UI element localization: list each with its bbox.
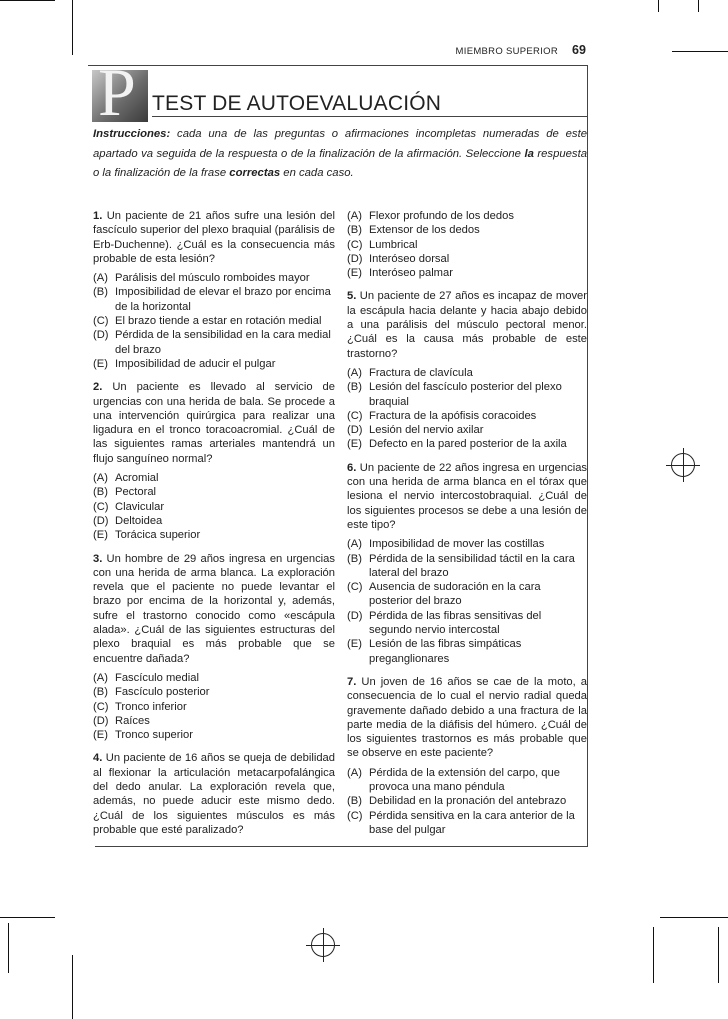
option xyxy=(347,580,587,609)
option-list xyxy=(93,471,335,542)
frame-right-rule xyxy=(587,65,588,846)
option-text: Pérdida de la extensión del carpo, que provoca una mano péndula xyxy=(369,766,560,793)
crop-mark xyxy=(8,923,9,973)
crop-mark xyxy=(698,0,699,12)
option-letter: (B) xyxy=(347,552,362,565)
option-text: Pérdida de la sensibilidad en la cara medial del brazo xyxy=(115,329,331,356)
option-text: Pérdida de las fibras sensitivas del segundo nervio intercostal xyxy=(369,609,542,637)
option-letter: (A) xyxy=(93,671,108,684)
question-number: 6. xyxy=(347,461,357,474)
instructions-emphasis: correctas xyxy=(229,167,281,179)
question-stem xyxy=(347,289,587,360)
question-number: 1. xyxy=(93,210,103,222)
question xyxy=(347,675,587,837)
option-text: Lesión del fascículo posterior del plexo braquial xyxy=(369,381,562,408)
option xyxy=(93,728,335,742)
question-text: Un paciente de 22 años ingresa en urgencias con una herida de arma blanca en el tórax que lesiona el nervio intercostobraquial. ¿Cuál de los siguientes procesos se debe a una lesión de este tipo? xyxy=(347,461,588,531)
option-list xyxy=(93,271,335,371)
crop-mark xyxy=(658,0,659,12)
option-letter: (C) xyxy=(347,809,363,822)
top-rule xyxy=(88,65,588,66)
option-text: Imposibilidad de elevar el brazo por encima de la horizontal xyxy=(115,286,331,313)
question-text: Un paciente de 21 años sufre una lesión del fascículo superior del plexo braquial (parálisis de Erb-Duchenne). ¿Cuál es la consecuencia más probable de esta lesión? xyxy=(93,210,335,265)
option-text: Pectoral xyxy=(115,486,157,499)
question xyxy=(93,380,335,542)
option xyxy=(93,700,335,714)
option-text: Flexor profundo de los dedos xyxy=(369,210,514,222)
question-number: 2. xyxy=(93,381,103,394)
column-right xyxy=(347,209,587,846)
crop-mark xyxy=(0,0,55,1)
option-letter: (C) xyxy=(347,238,363,251)
option-text: Lumbrical xyxy=(369,238,418,251)
option-text: Imposibilidad de mover las costillas xyxy=(369,538,545,551)
question-text: Un paciente es llevado al servicio de urgencias con una herida de bala. Se procede a una intervención quirúrgica para realizar una ligadura en el tronco toracoacromial. ¿Cuál de las siguientes ramas arteriales mantendrá un flujo sanguíneo normal? xyxy=(93,381,336,465)
title-rule xyxy=(152,116,587,117)
option xyxy=(93,685,335,699)
option xyxy=(347,209,587,223)
question-number: 3. xyxy=(93,552,103,565)
option-letter: (C) xyxy=(93,500,109,513)
option-text: Torácica superior xyxy=(115,529,201,542)
section-logo xyxy=(92,70,148,122)
option xyxy=(347,223,587,237)
option xyxy=(93,314,335,328)
option-letter: (B) xyxy=(93,286,108,299)
crop-mark xyxy=(653,927,654,983)
option xyxy=(347,637,587,666)
option-text: Fascículo medial xyxy=(115,671,199,684)
crop-mark xyxy=(718,927,719,983)
option xyxy=(347,537,587,551)
question xyxy=(93,751,335,837)
option-text: Debilidad en la pronación del antebrazo xyxy=(369,795,567,808)
logo-letter: P xyxy=(98,70,136,122)
option-letter: (D) xyxy=(347,424,363,437)
option-letter: (A) xyxy=(347,210,362,222)
option-letter: (C) xyxy=(347,581,363,594)
question-text: Un paciente de 16 años se queja de debilidad al flexionar la articulación metacarpofalángica del dedo anular. La exploración revela que, además, no puede aducir este mismo dedo. ¿Cuál de los siguientes músculos es más probable que esté paralizado? xyxy=(93,752,335,836)
option-letter: (E) xyxy=(347,267,362,280)
instructions-text: en cada caso. xyxy=(280,167,354,179)
option-text: Tronco superior xyxy=(115,729,193,742)
crop-mark xyxy=(0,917,55,918)
option xyxy=(347,238,587,252)
option-letter: (D) xyxy=(93,329,109,342)
option-letter: (D) xyxy=(347,609,363,622)
instructions-label: Instrucciones: xyxy=(93,128,171,140)
option-text: Deltoidea xyxy=(115,514,163,527)
question xyxy=(93,552,335,743)
option xyxy=(347,266,587,280)
question-stem xyxy=(93,751,335,837)
question-stem xyxy=(93,209,335,266)
question-stem xyxy=(93,380,335,466)
option xyxy=(93,285,335,314)
running-header-section: MIEMBRO SUPERIOR xyxy=(455,46,558,57)
option-letter: (C) xyxy=(93,315,109,328)
option-text: Extensor de los dedos xyxy=(369,224,480,237)
option-text: Pérdida sensitiva en la cara anterior de la base del pulgar xyxy=(369,809,575,836)
option-list xyxy=(347,537,587,666)
option-text: Ausencia de sudoración en la cara posterior del brazo xyxy=(369,581,541,608)
option-text: Clavicular xyxy=(115,500,165,513)
crop-mark xyxy=(672,51,728,52)
question-stem xyxy=(93,552,335,666)
instructions-text: cada una de las preguntas o afirmaciones incompletas numeradas de este apartado va seguida de la respuesta o de la finalización de la afirmación. Seleccione xyxy=(93,128,587,160)
question-number: 7. xyxy=(347,675,357,688)
page-title: TEST DE AUTOEVALUACIÓN xyxy=(152,92,442,115)
option-list xyxy=(347,766,587,837)
question xyxy=(347,289,587,451)
question-number: 4. xyxy=(93,752,103,765)
option-letter: (E) xyxy=(93,357,108,370)
crop-mark xyxy=(660,917,728,918)
option-letter: (A) xyxy=(347,766,362,779)
option-text: El brazo tiende a estar en rotación medial xyxy=(115,315,322,328)
option xyxy=(347,252,587,266)
option-letter: (D) xyxy=(347,252,363,265)
registration-mark-icon xyxy=(306,928,340,962)
option-text: Lesión de las fibras simpáticas preganglionares xyxy=(369,638,522,665)
option xyxy=(347,794,587,808)
option-list xyxy=(347,366,587,452)
option xyxy=(347,423,587,437)
option xyxy=(347,366,587,380)
option-text: Defecto en la pared posterior de la axila xyxy=(369,438,567,451)
option xyxy=(93,528,335,542)
option-letter: (A) xyxy=(347,366,362,379)
option-letter: (E) xyxy=(93,529,108,542)
option xyxy=(93,714,335,728)
option-text: Imposibilidad de aducir el pulgar xyxy=(115,357,276,370)
option-letter: (E) xyxy=(93,729,108,742)
option-text: Lesión del nervio axilar xyxy=(369,424,484,437)
question-number: 5. xyxy=(347,290,357,303)
option-text: Pérdida de la sensibilidad táctil en la cara lateral del brazo xyxy=(369,552,575,579)
option xyxy=(93,485,335,499)
option-letter: (E) xyxy=(347,438,362,451)
question-text: Un joven de 16 años se cae de la moto, a consecuencia de lo cual el nervio radial queda gravemente dañado debido a una fractura de la parte media de la diáfisis del húmero. ¿Cuál de los siguientes trastornos es más probable que se observe en este paciente? xyxy=(347,675,588,760)
option-text: Fascículo posterior xyxy=(115,686,210,699)
option-text: Fractura de clavícula xyxy=(369,366,473,379)
option-text: Interóseo palmar xyxy=(369,267,453,280)
registration-mark-icon xyxy=(666,448,700,482)
option xyxy=(347,552,587,581)
option-text: Interóseo dorsal xyxy=(369,252,450,265)
question-text: Un hombre de 29 años ingresa en urgencias con una herida de arma blanca. La exploración revela que el paciente no puede levantar el brazo por encima de la horizontal y, además, sufre el trastorno conocido como «escápula alada». ¿Cuál de las siguientes estructuras del plexo braquial es más probable que se encuentre dañada? xyxy=(93,552,335,665)
option xyxy=(93,271,335,285)
option-letter: (B) xyxy=(347,795,362,808)
option-letter: (E) xyxy=(347,638,362,651)
option-letter: (A) xyxy=(93,472,108,485)
option-letter: (B) xyxy=(93,686,108,699)
option xyxy=(347,809,587,838)
option-letter: (C) xyxy=(93,700,109,713)
instructions-emphasis: la xyxy=(524,147,534,160)
option-letter: (B) xyxy=(347,224,362,237)
option-letter: (D) xyxy=(93,514,109,527)
option-letter: (B) xyxy=(347,381,362,394)
option-letter: (A) xyxy=(93,272,108,285)
instructions xyxy=(93,125,587,184)
option xyxy=(347,437,587,451)
option xyxy=(93,514,335,528)
option xyxy=(93,357,335,371)
column-left xyxy=(93,209,335,842)
crop-mark xyxy=(72,955,73,1019)
question xyxy=(347,461,587,666)
option xyxy=(347,409,587,423)
option-text: Parálisis del músculo romboides mayor xyxy=(115,272,310,285)
option xyxy=(347,380,587,409)
option xyxy=(347,609,587,638)
option-letter: (B) xyxy=(93,486,108,499)
option-letter: (C) xyxy=(347,409,363,422)
question-stem xyxy=(347,675,587,761)
option xyxy=(93,328,335,357)
option xyxy=(93,671,335,685)
option-text: Fractura de la apófisis coracoides xyxy=(369,409,537,422)
question-text: Un paciente de 27 años es incapaz de mover la escápula hacia delante y hacia abajo debido a una parálisis del músculo pectoral menor. ¿Cuál es la causa más probable de este trastorno? xyxy=(347,290,588,360)
option xyxy=(93,471,335,485)
question-stem xyxy=(347,461,587,532)
option-text: Tronco inferior xyxy=(115,700,187,713)
option-text: Raíces xyxy=(115,714,150,727)
option-letter: (D) xyxy=(93,714,109,727)
option-letter: (A) xyxy=(347,538,362,551)
option xyxy=(93,500,335,514)
option-list xyxy=(93,671,335,742)
option xyxy=(347,766,587,795)
instructions-text: respuesta o la finalización de la frase xyxy=(93,147,587,179)
page-number: 69 xyxy=(572,43,586,57)
crop-mark xyxy=(72,0,73,55)
option-list xyxy=(347,209,587,280)
question xyxy=(93,209,335,371)
option-text: Acromial xyxy=(115,472,159,485)
